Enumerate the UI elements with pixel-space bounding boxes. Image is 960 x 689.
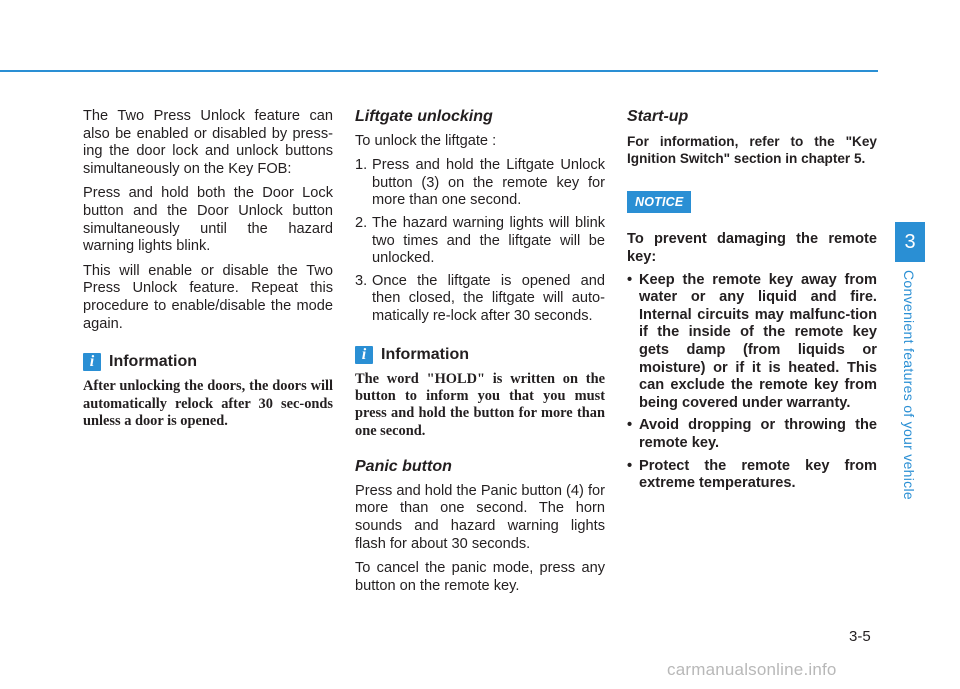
- notice-bullets: [627, 272, 877, 493]
- page-number: 3-5: [849, 628, 871, 645]
- information-text: The word "HOLD" is written on the button to inform you that you must press and hold the button for more than one second.: [355, 370, 605, 439]
- information-title: Information: [381, 345, 469, 363]
- two-press-paragraph-3: This will enable or disable the Two Press Unlock feature. Repeat this procedure to enable/disable the mode again.: [83, 262, 333, 332]
- liftgate-intro: To unlock the liftgate :: [355, 132, 497, 149]
- information-header: [355, 346, 605, 364]
- info-icon: i: [355, 346, 373, 364]
- liftgate-steps: [355, 157, 605, 325]
- column-1: [83, 108, 333, 437]
- list-item: 3. Once the liftgate is opened and then closed, the liftgate will auto-matically re-lock after 30 seconds.: [355, 272, 605, 324]
- information-header: [83, 353, 333, 371]
- two-press-paragraph-1: The Two Press Unlock feature can also be enabled or disabled by press-ing the door lock and unlock buttons simultaneously on the Key FOB:: [83, 108, 333, 177]
- panic-paragraph-1: Press and hold the Panic button (4) for more than one second. The horn sounds and hazard warning lights flash for about 30 seconds.: [355, 482, 605, 552]
- panic-paragraph-2: To cancel the panic mode, press any button on the remote key.: [355, 560, 605, 594]
- list-item: 1. Press and hold the Liftgate Unlock button (3) on the remote key for more than one second.: [355, 157, 605, 209]
- notice-badge: NOTICE: [627, 191, 691, 214]
- liftgate-heading: Liftgate unlocking: [355, 108, 493, 125]
- panic-heading: Panic button: [355, 458, 452, 476]
- two-press-paragraph-2: Press and hold both the Door Lock button and the Door Unlock button simultaneously until the hazard warning lights blink.: [83, 185, 333, 255]
- info-icon: i: [83, 353, 101, 371]
- top-rule: [0, 70, 878, 72]
- information-text: After unlocking the doors, the doors will automatically relock after 30 sec-onds unless a door is opened.: [83, 378, 333, 429]
- list-item: • Protect the remote key from extreme temperatures.: [627, 457, 877, 492]
- startup-text: For information, refer to the "Key Ignition Switch" section in chapter 5.: [627, 133, 877, 167]
- list-item: • Keep the remote key away from water or any liquid and fire. Internal circuits may malfunc-tion if the inside of the remote key gets damp (from liquids or moisture) or if it is heated. This can exclude the remote key from being covered under warranty.: [627, 271, 877, 411]
- information-title: Information: [109, 353, 197, 371]
- chapter-tab: 3: [895, 222, 925, 262]
- column-3: [627, 108, 877, 500]
- list-item: • Avoid dropping or throwing the remote key.: [627, 417, 877, 451]
- watermark: carmanualsonline.info: [667, 660, 837, 679]
- startup-heading: Start-up: [627, 108, 689, 125]
- prevent-heading: To prevent damaging the remote key:: [627, 231, 877, 265]
- column-2: [355, 108, 605, 602]
- list-item: 2. The hazard warning lights will blink two times and the liftgate will be unlocked.: [355, 214, 605, 267]
- chapter-title: Convenient features of your vehicle: [901, 270, 917, 500]
